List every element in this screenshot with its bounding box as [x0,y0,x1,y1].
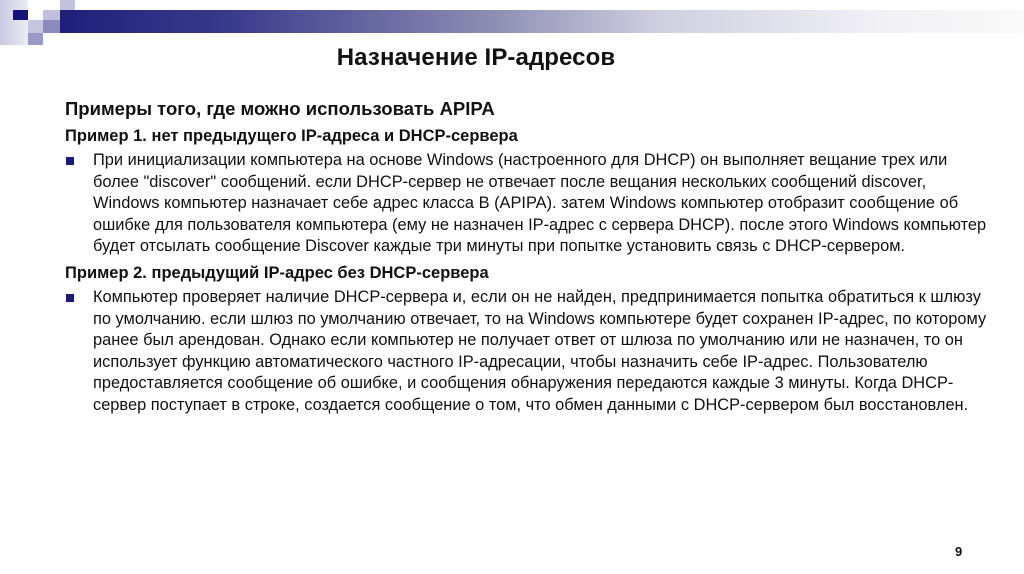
example-2-heading: Пример 2. предыдущий IP-адрес без DHCP-сервера [65,263,489,282]
decor-square-light [0,0,28,45]
decor-square-light [60,0,75,10]
example-2-text: Компьютер проверяет наличие DHCP-сервера и, если он не найден, предпринимается попытка обратиться к шлюзу по умолчанию. если шлюз по умолчанию отвечает, то на Windows компьютере будет сохранен IP-адрес, по которому ранее был арендован. Однако если компьютер не получает ответ от шлюза по умолчанию или не назначен, то он использует функцию автоматического частного IP-адресации, чтобы назначить себе IP-адрес. Пользователю предоставляется сообщение об ошибке, и сообщения обнаружения передаются каждые 3 минуты. Когда DHCP-сервер поступает в строке, создается сообщение о том, что обмен данными с DHCP-сервером был восстановлен. [93,287,987,414]
example-1-text: При инициализации компьютера на основе Windows (настроенного для DHCP) он выполняет вещание трех или более "discover" сообщений. если DHCP-сервер не отвечает после вещания нескольких сообщений discover, Windows компьютер назначает себе адрес класса B (APIPA). затем Windows компьютер отобразит сообщение об ошибке для пользователя компьютера (ему не назначен IP-адрес с сервера DHCP). после этого Windows компьютер будет отсылать сообщение Discover каждые три минуты при попытке установить связь с DHCP-сервером. [93,151,987,256]
decor-square-dark [13,10,28,20]
header-gradient-bar [60,10,1024,33]
decor-square-mid [43,20,60,33]
example-1-bullet [65,150,995,258]
square-bullet-icon [66,294,74,302]
slide-subtitle: Примеры того, где можно использовать APIPA [65,98,495,119]
header-decoration [0,0,1024,50]
example-2-bullet [65,287,995,417]
page-number: 9 [955,544,963,559]
decor-square-light [28,20,43,33]
slide-content [65,97,995,421]
decor-square-mid [43,10,60,20]
example-1-heading: Пример 1. нет предыдущего IP-адреса и DHCP-сервера [65,127,518,145]
decor-square-light [28,10,43,20]
square-bullet-icon [66,157,74,165]
slide-title: Назначение IP-адресов [336,44,616,71]
